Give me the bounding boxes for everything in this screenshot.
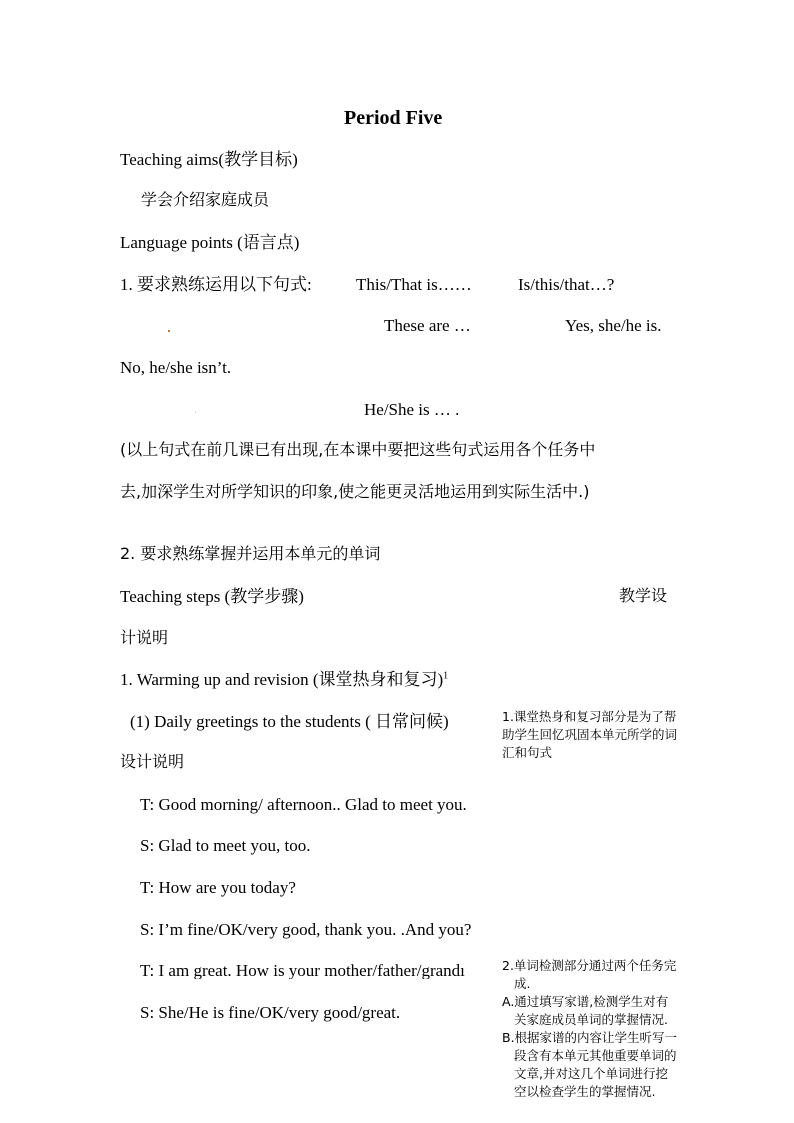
stray-mark-2 (195, 412, 196, 413)
dialogue-line: S: I’m fine/OK/very good, thank you. .And you? (140, 920, 472, 939)
dialogue-line: T: Good morning/ afternoon.. Glad to meet you. (140, 795, 467, 814)
pattern-these-are: These are … (384, 316, 471, 335)
dialogue-line: T: How are you today? (140, 878, 296, 897)
dialogue-line: S: She/He is fine/OK/very good/great. (140, 1003, 401, 1022)
pattern-no: No, he/she isn’t. (120, 358, 232, 377)
pattern-is-this: Is/this/that…? (518, 275, 615, 294)
side-note-1-line: 助学生回忆巩固本单元所学的词 (502, 727, 678, 742)
side-note-1-line: 1.课堂热身和复习部分是为了帮 (502, 709, 677, 724)
side-note-2-line: 空以检查学生的掌握情况. (514, 1084, 656, 1099)
side-note-2-item-b: B.根据家谱的内容让学生听写一 (502, 1030, 678, 1045)
side-note-1 (502, 708, 717, 762)
dialogue-line: S: Glad to meet you, too. (140, 836, 311, 855)
footnote-marker: 1 (443, 670, 449, 682)
side-note-2-line: 文章,并对这几个单词进行挖 (514, 1066, 668, 1081)
page-title: Period Five (344, 107, 443, 129)
language-points-heading: Language points (语言点) (120, 233, 300, 252)
note-paragraph-line2: 去,加深学生对所学知识的印象,使之能更灵活地运用到实际生活中.) (120, 482, 590, 501)
teaching-aims-text: 学会介绍家庭成员 (141, 190, 270, 209)
design-label-part1: 教学设 (619, 586, 668, 605)
pattern-he-she: He/She is … . (364, 400, 460, 419)
note-paragraph-line1: (以上句式在前几课已有出现,在本课中要把这些句式运用各个任务中 (120, 440, 596, 459)
side-note-2-line: 段含有本单元其他重要单词的 (514, 1048, 677, 1063)
dialogue-line: T: I am great. How is your mother/father/grandı (140, 962, 465, 979)
side-note-2-item-a: A.通过填写家谱,检测学生对有 (502, 994, 669, 1009)
point2-text: 2. 要求熟练掌握并运用本单元的单词 (120, 544, 381, 563)
daily-greetings: (1) Daily greetings to the students ( 日常问候) (130, 712, 449, 731)
design-label-inline: 设计说明 (120, 752, 185, 771)
side-note-2 (502, 957, 717, 1101)
design-label-part2: 计说明 (120, 628, 169, 647)
warmup-heading (120, 671, 448, 688)
teaching-steps-heading: Teaching steps (教学步骤) (120, 587, 304, 606)
point1-label: 1. 要求熟练运用以下句式: (120, 275, 312, 294)
side-note-2-line: 关家庭成员单词的掌握情况. (514, 1012, 668, 1027)
pattern-yes: Yes, she/he is. (565, 316, 662, 335)
side-note-1-line: 汇和句式 (502, 745, 553, 760)
stray-mark (168, 330, 170, 332)
pattern-this-that: This/That is…… (356, 275, 472, 294)
side-note-2-line: 成. (514, 976, 531, 991)
teaching-aims-heading: Teaching aims(教学目标) (120, 150, 298, 169)
warmup-heading-text: 1. Warming up and revision (课堂热身和复习) (120, 670, 444, 689)
side-note-2-line: 2.单词检测部分通过两个任务完 (502, 958, 677, 973)
